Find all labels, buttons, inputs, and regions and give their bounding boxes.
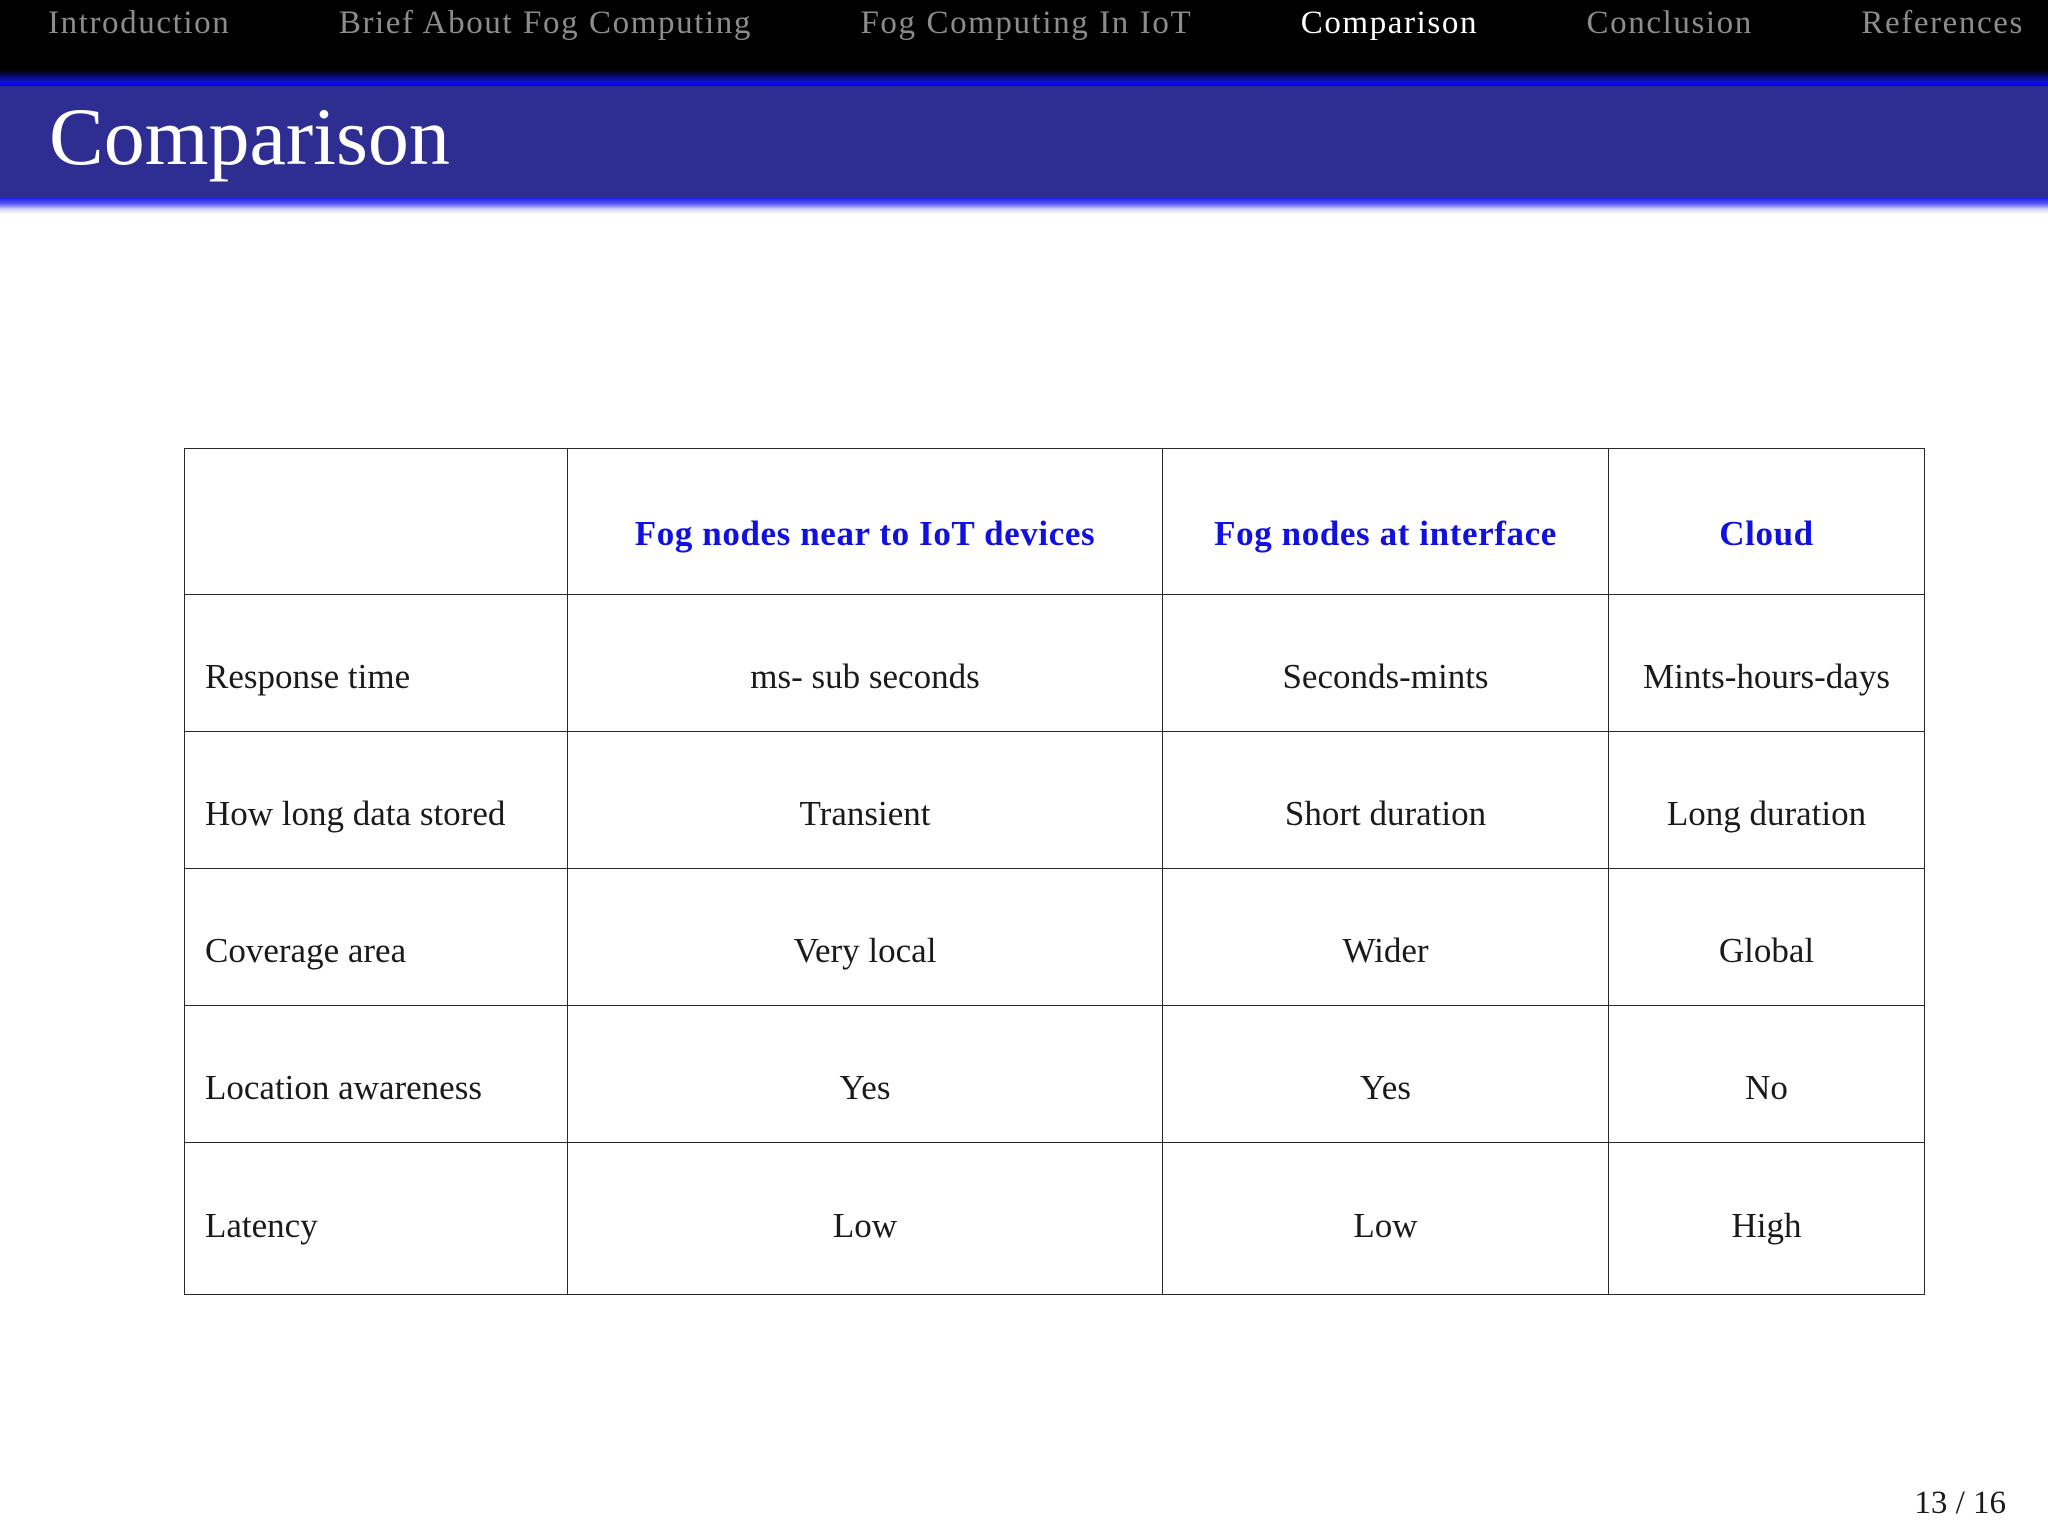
table-cell: Mints-hours-days (1609, 595, 1925, 732)
slide-title: Comparison (49, 91, 450, 182)
table-cell: ms- sub seconds (568, 595, 1163, 732)
row-label-cell: Coverage area (185, 869, 568, 1006)
nav-item-references[interactable]: References (1861, 4, 2024, 41)
table-cell: Very local (568, 869, 1163, 1006)
table-cell: Seconds-mints (1163, 595, 1609, 732)
table-cell: Yes (1163, 1006, 1609, 1143)
navigation-bar (0, 0, 2048, 86)
row-label-cell: Response time (185, 595, 568, 732)
nav-item-introduction[interactable]: Introduction (48, 4, 231, 41)
table-row (185, 595, 1925, 732)
table-header-cell (185, 449, 568, 595)
table-header-cell: Fog nodes near to IoT devices (568, 449, 1163, 595)
table-row (185, 869, 1925, 1006)
row-label-cell: Latency (185, 1143, 568, 1295)
table-cell: Wider (1163, 869, 1609, 1006)
table-cell: Yes (568, 1006, 1163, 1143)
table-header-row (185, 449, 1925, 595)
navigation-items (0, 0, 2048, 46)
row-label-cell: Location awareness (185, 1006, 568, 1143)
comparison-table (184, 448, 1925, 1295)
table-cell: No (1609, 1006, 1925, 1143)
table-header-cell: Fog nodes at interface (1163, 449, 1609, 595)
table-row (185, 732, 1925, 869)
table-cell: Short duration (1163, 732, 1609, 869)
table-header-cell: Cloud (1609, 449, 1925, 595)
table-cell: Global (1609, 869, 1925, 1006)
nav-item-fog-computing-in-iot[interactable]: Fog Computing In IoT (860, 4, 1193, 41)
row-label-cell: How long data stored (185, 732, 568, 869)
table-cell: Transient (568, 732, 1163, 869)
page-number: 13 / 16 (1914, 1485, 2006, 1521)
title-bar-shadow (0, 198, 2048, 214)
nav-item-conclusion[interactable]: Conclusion (1586, 4, 1753, 41)
table-cell: Low (1163, 1143, 1609, 1295)
table-cell: Low (568, 1143, 1163, 1295)
nav-item-brief-about-fog-computing[interactable]: Brief About Fog Computing (338, 4, 752, 41)
table-cell: Long duration (1609, 732, 1925, 869)
table-cell: High (1609, 1143, 1925, 1295)
table-row (185, 1143, 1925, 1295)
table-row (185, 1006, 1925, 1143)
nav-item-comparison[interactable]: Comparison (1300, 4, 1479, 41)
